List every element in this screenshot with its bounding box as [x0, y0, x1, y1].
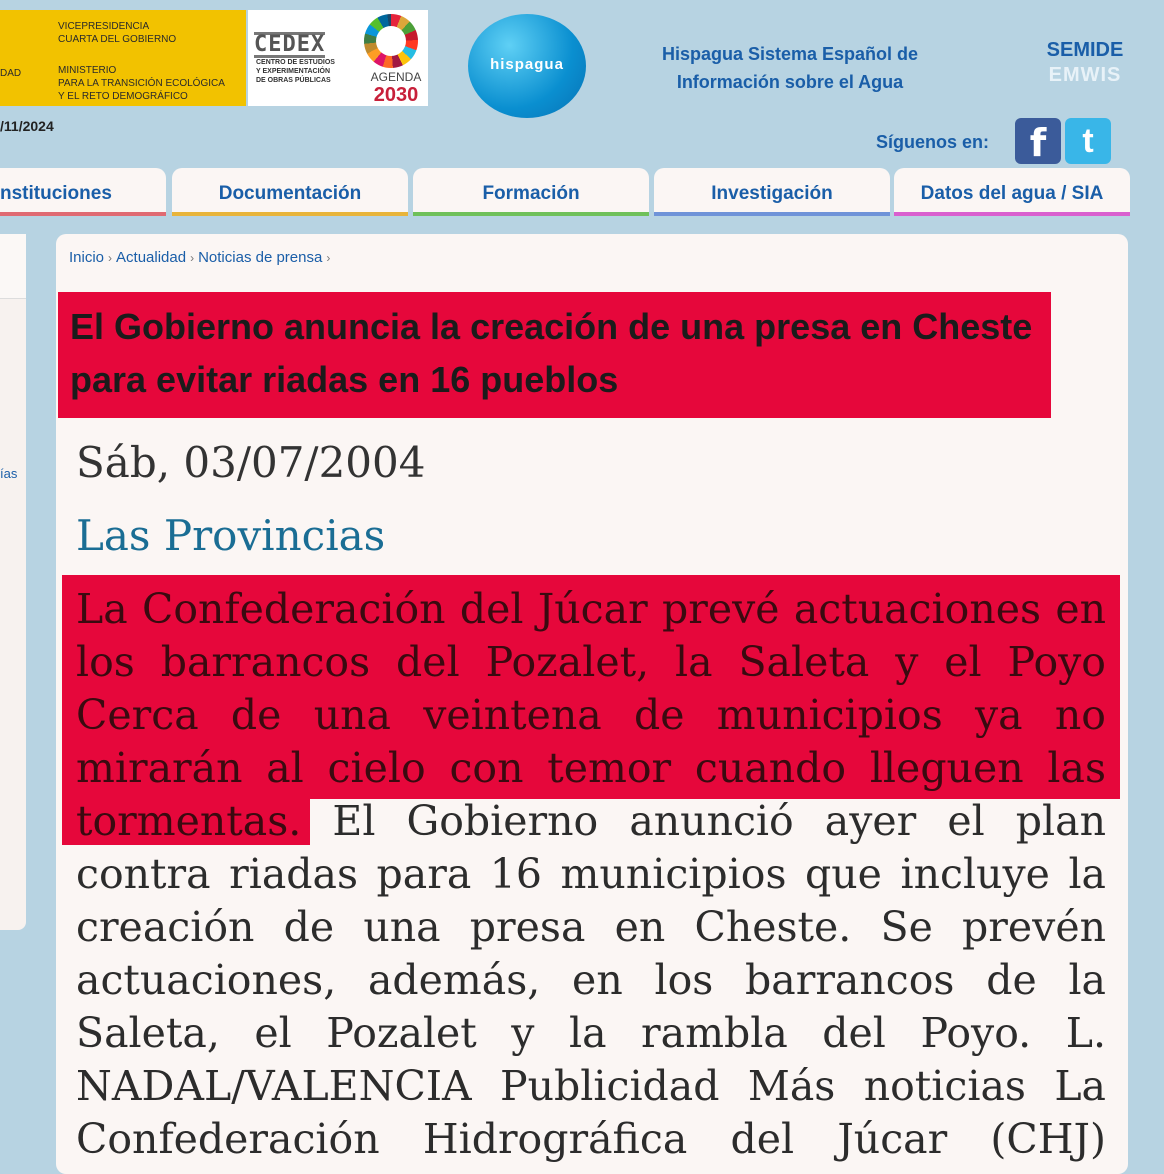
gov-logo-ministry-text: MINISTERIO PARA LA TRANSICIÓN ECOLÓGICA Y EL RETO DEMOGRÁFICO: [58, 65, 225, 102]
agenda-label: AGENDA: [370, 70, 422, 84]
breadcrumb-separator: ›: [190, 251, 195, 265]
government-logo[interactable]: [0, 10, 246, 106]
cedex-subtitle: CENTRO DE ESTUDIOS Y EXPERIMENTACIÓN DE OBRAS PÚBLICAS: [256, 59, 335, 84]
article-highlighted-text: La Confederación del Júcar prevé actuaciones en los barrancos del Pozalet, la Saleta y el Poyo Cerca de una veintena de municipios ya no mirarán al cielo con temor cuando lleguen las tormentas.: [76, 585, 1106, 845]
sidebar-header: [0, 234, 26, 299]
breadcrumb-inicio[interactable]: Inicio: [69, 249, 105, 266]
semide-emwis-link[interactable]: [1020, 38, 1150, 88]
sidebar: [0, 234, 26, 930]
breadcrumb-actualidad[interactable]: Actualidad: [116, 249, 187, 266]
emwis-label: EMWIS: [1048, 64, 1122, 86]
gov-logo-fragment: DAD: [0, 68, 22, 79]
article-date: Sáb, 03/07/2004: [76, 438, 426, 487]
article-headline: El Gobierno anuncia la creación de una presa en Cheste para evitar riadas en 16 pueblos: [58, 292, 1051, 418]
sdg-wheel-icon: [364, 14, 418, 68]
follow-us-label: Síguenos en:: [876, 132, 990, 152]
semide-label: SEMIDE: [1046, 39, 1124, 61]
breadcrumb-separator: ›: [326, 251, 331, 265]
tab-investigacion[interactable]: Investigación: [654, 168, 890, 216]
breadcrumb-noticias[interactable]: Noticias de prensa: [198, 249, 323, 266]
twitter-icon[interactable]: t: [1065, 118, 1111, 164]
article-body: [76, 583, 1106, 1166]
tab-instituciones[interactable]: nstituciones: [0, 168, 166, 216]
hispagua-logo[interactable]: [468, 14, 586, 118]
breadcrumb: [69, 249, 334, 266]
cedex-mark: CEDEX: [254, 32, 326, 57]
sidebar-link-fragment[interactable]: ías: [0, 466, 18, 481]
site-title[interactable]: Hispagua Sistema Español de Información sobre el Agua: [661, 44, 919, 92]
tab-datos-del-agua[interactable]: Datos del agua / SIA: [894, 168, 1130, 216]
gov-logo-top-text: VICEPRESIDENCIA CUARTA DEL GOBIERNO: [58, 21, 177, 45]
hispagua-logo-text: hispagua: [490, 56, 564, 73]
facebook-icon[interactable]: f: [1015, 118, 1061, 164]
agenda-year: 2030: [373, 84, 419, 106]
tab-documentacion[interactable]: Documentación: [172, 168, 408, 216]
breadcrumb-separator: ›: [108, 251, 113, 265]
article-source[interactable]: Las Provincias: [76, 511, 386, 560]
current-date: /11/2024: [0, 118, 54, 134]
tab-formacion[interactable]: Formación: [413, 168, 649, 216]
article-body-text: El Gobierno anunció ayer el plan contra riadas para 16 municipios que incluye la creación de una presa en Cheste. Se prevén actuaciones, además, en los barrancos de la Saleta, el Pozalet y la rambla del Poyo. L. NADAL/VALENCIA Publicidad Más noticias La Confederación Hidrográfica del Júcar (CHJ): [76, 797, 1106, 1163]
